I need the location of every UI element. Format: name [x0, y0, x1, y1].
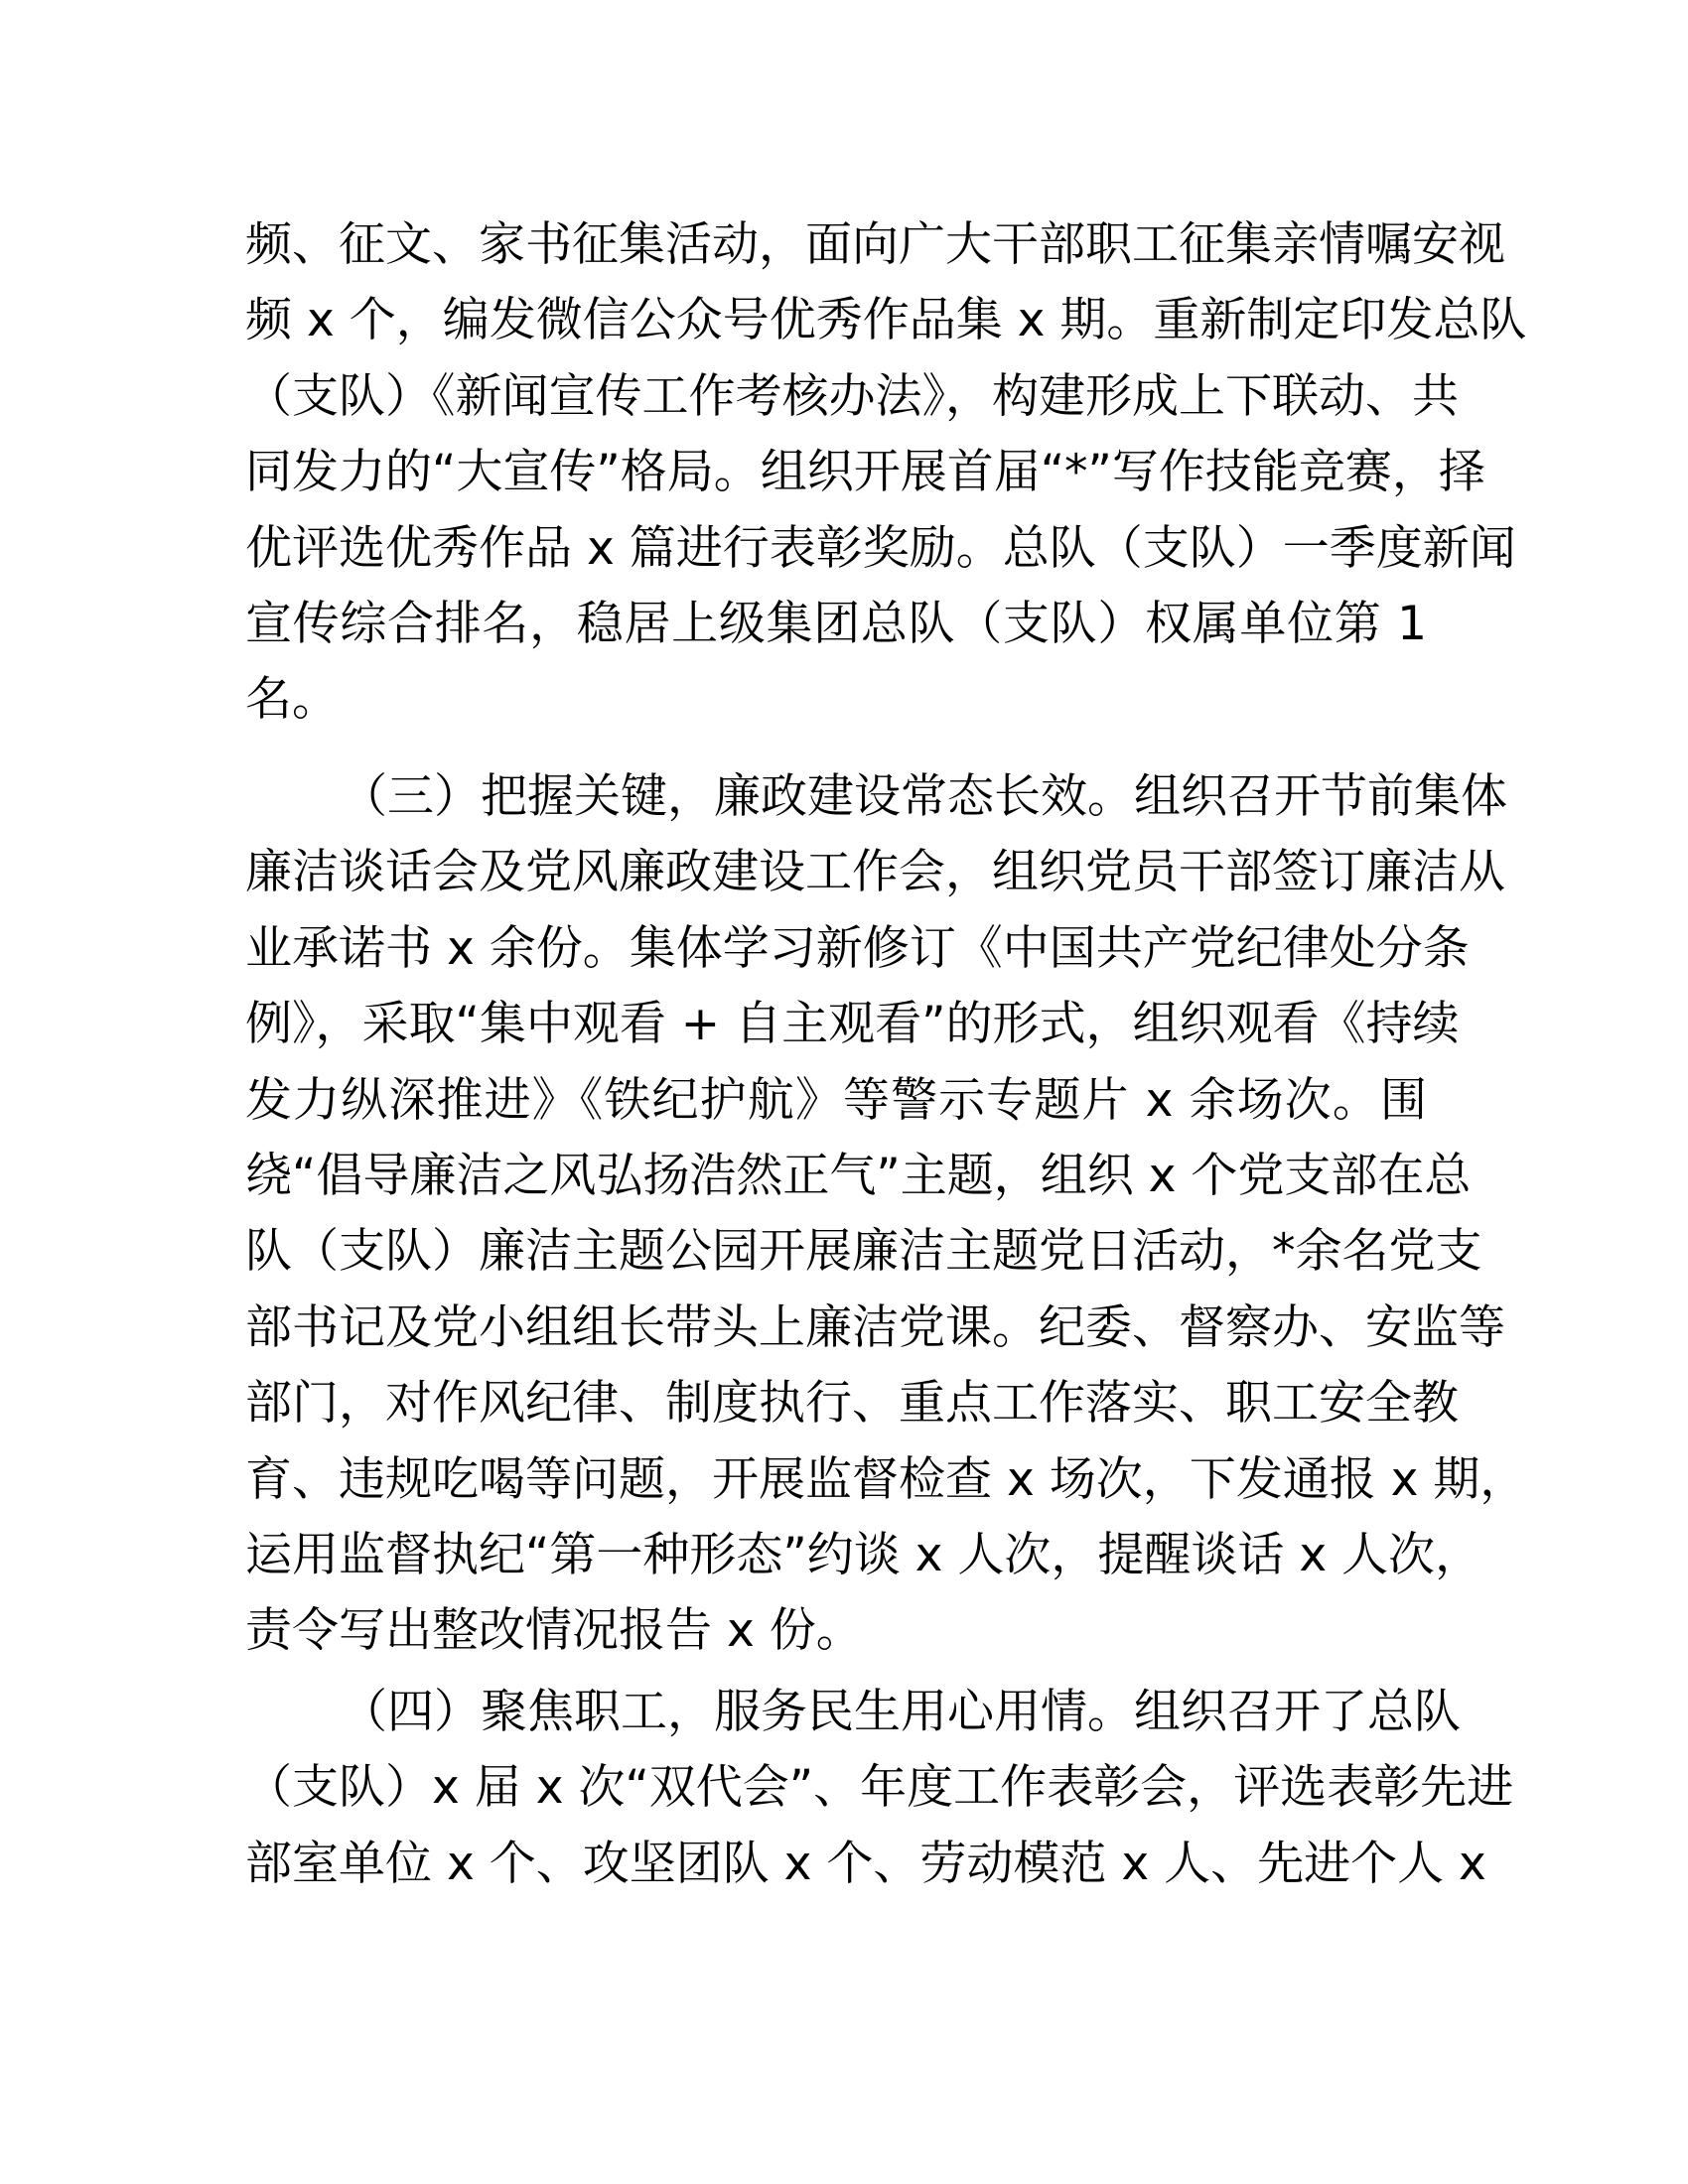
text-line: 优评选优秀作品 x 篇进行表彰奖励。总队（支队）一季度新闻: [245, 520, 1516, 576]
text-line: 业承诺书 x 余份。集体学习新修订《中国共产党纪律处分条: [245, 920, 1470, 976]
text-line: 部室单位 x 个、攻坚团队 x 个、劳动模范 x 人、先进个人 x: [245, 1836, 1486, 1891]
text-line: （支队）《新闻宣传工作考核办法》，构建形成上下联动、共: [245, 368, 1459, 424]
text-line: 绕“倡导廉洁之风弘扬浩然正气”主题，组织 x 个党支部在总: [245, 1148, 1472, 1203]
text-line: 育、违规吃喝等问题，开展监督检查 x 场次，下发通报 x 期，: [245, 1451, 1527, 1507]
text-line: 同发力的“大宣传”格局。组织开展首届“*”写作技能竞赛，择: [245, 445, 1485, 500]
text-line: （支队）x 届 x 次“双代会”、年度工作表彰会，评选表彰先进: [245, 1760, 1514, 1816]
text-line: 队（支队）廉洁主题公园开展廉洁主题党日活动，*余名党支: [245, 1224, 1482, 1280]
paragraph-continued: [245, 207, 1527, 739]
text-line: （三）把握关键，廉政建设常态长效。组织召开节前集体: [341, 769, 1507, 824]
text-line: 运用监督执纪“第一种形态”约谈 x 人次，提醒谈话 x 人次，: [245, 1527, 1482, 1582]
text-line: 廉洁谈话会及党风廉政建设工作会，组织党员干部签订廉洁从: [245, 845, 1505, 900]
paragraph-employee-services: [245, 1675, 1514, 1902]
text-line: 例》，采取“集中观看 + 自主观看”的形式，组织观看《持续: [245, 997, 1460, 1052]
text-line: 部书记及党小组组长带头上廉洁党课。纪委、督察办、安监等: [245, 1299, 1505, 1355]
text-line: 频 x 个，编发微信公众号优秀作品集 x 期。重新制定印发总队: [245, 293, 1527, 348]
text-line: （四）聚焦职工，服务民生用心用情。组织召开了总队: [341, 1685, 1461, 1739]
text-line: 发力纵深推进》《铁纪护航》等警示专题片 x 余场次。围: [245, 1072, 1427, 1128]
text-line: 部门，对作风纪律、制度执行、重点工作落实、职工安全教: [245, 1376, 1459, 1432]
text-line: 频、征文、家书征集活动，面向广大干部职工征集亲情嘱安视: [245, 217, 1505, 272]
text-line: 宣传综合排名，稳居上级集团总队（支队）权属单位第 1: [245, 596, 1427, 651]
text-line: 名。: [245, 672, 339, 728]
paragraph-integrity-building: [245, 759, 1527, 1670]
text-line: 责令写出整改情况报告 x 份。: [245, 1603, 863, 1659]
